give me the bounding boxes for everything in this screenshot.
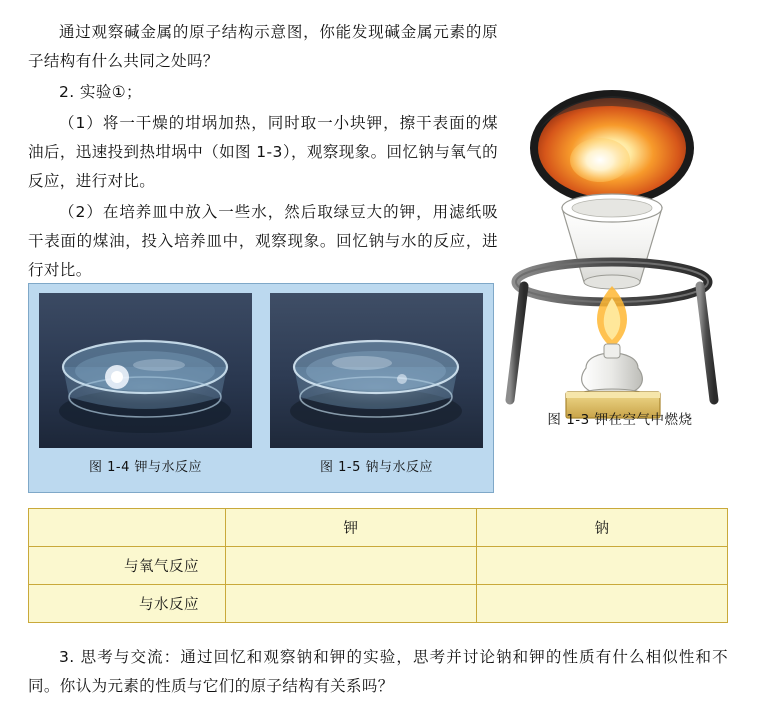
- photo-sodium-water-image: [270, 293, 483, 448]
- photo-sodium-water: [270, 293, 483, 448]
- body-text-column: [28, 18, 498, 287]
- table-cell-oxygen-sodium[interactable]: [477, 547, 728, 585]
- table-corner-cell: [29, 509, 226, 547]
- figure-caption-1-3: 图 1-3 钾在空气中燃烧: [547, 412, 693, 428]
- paragraph-experiment-heading: 2. 实验①；: [59, 83, 142, 101]
- table-rowhead-oxygen: 与氧气反应: [29, 547, 226, 585]
- figure-potassium-burning-drawing: [500, 86, 740, 426]
- table-header-potassium: 钾: [226, 509, 477, 547]
- figure-caption-1-4: 图 1-4 钾与水反应: [89, 460, 202, 475]
- table-cell-water-potassium[interactable]: [226, 585, 477, 623]
- table-header-row: [29, 509, 728, 547]
- figure-caption-1-5: 图 1-5 钠与水反应: [320, 460, 433, 475]
- table-cell-oxygen-potassium[interactable]: [226, 547, 477, 585]
- paragraph-think-and-discuss: 3. 思考与交流：通过回忆和观察钠和钾的实验，思考并讨论钠和钾的性质有什么相似性和不同。你认为元素的性质与它们的原子结构有关系吗？: [28, 647, 728, 695]
- paragraph-question: 通过观察碱金属的原子结构示意图，你能发现碱金属元素的原子结构有什么共同之处吗？: [28, 23, 498, 70]
- table-header-sodium: 钠: [477, 509, 728, 547]
- table-row: [29, 547, 728, 585]
- comparison-table: [28, 508, 728, 623]
- photo-panel: [28, 283, 494, 493]
- figure-potassium-burning: [500, 86, 740, 426]
- crucible-body: [562, 194, 662, 289]
- paragraph-experiment-1: （1）将一干燥的坩埚加热，同时取一小块钾，擦干表面的煤油后，迅速投到热坩埚中（如图 1-3），观察现象。回忆钠与氧气的反应，进行对比。: [28, 114, 498, 190]
- burner-flame: [597, 286, 627, 348]
- photo-potassium-water-image: [39, 293, 252, 448]
- photo-potassium-water: [39, 293, 252, 448]
- table-rowhead-water: 与水反应: [29, 585, 226, 623]
- table-cell-water-sodium[interactable]: [477, 585, 728, 623]
- paragraph-experiment-2: （2）在培养皿中放入一些水，然后取绿豆大的钾，用滤纸吸干表面的煤油，投入培养皿中，观察现象。回忆钠与水的反应，进行对比。: [28, 203, 498, 279]
- table-row: [29, 585, 728, 623]
- crucible-glow: [530, 90, 694, 206]
